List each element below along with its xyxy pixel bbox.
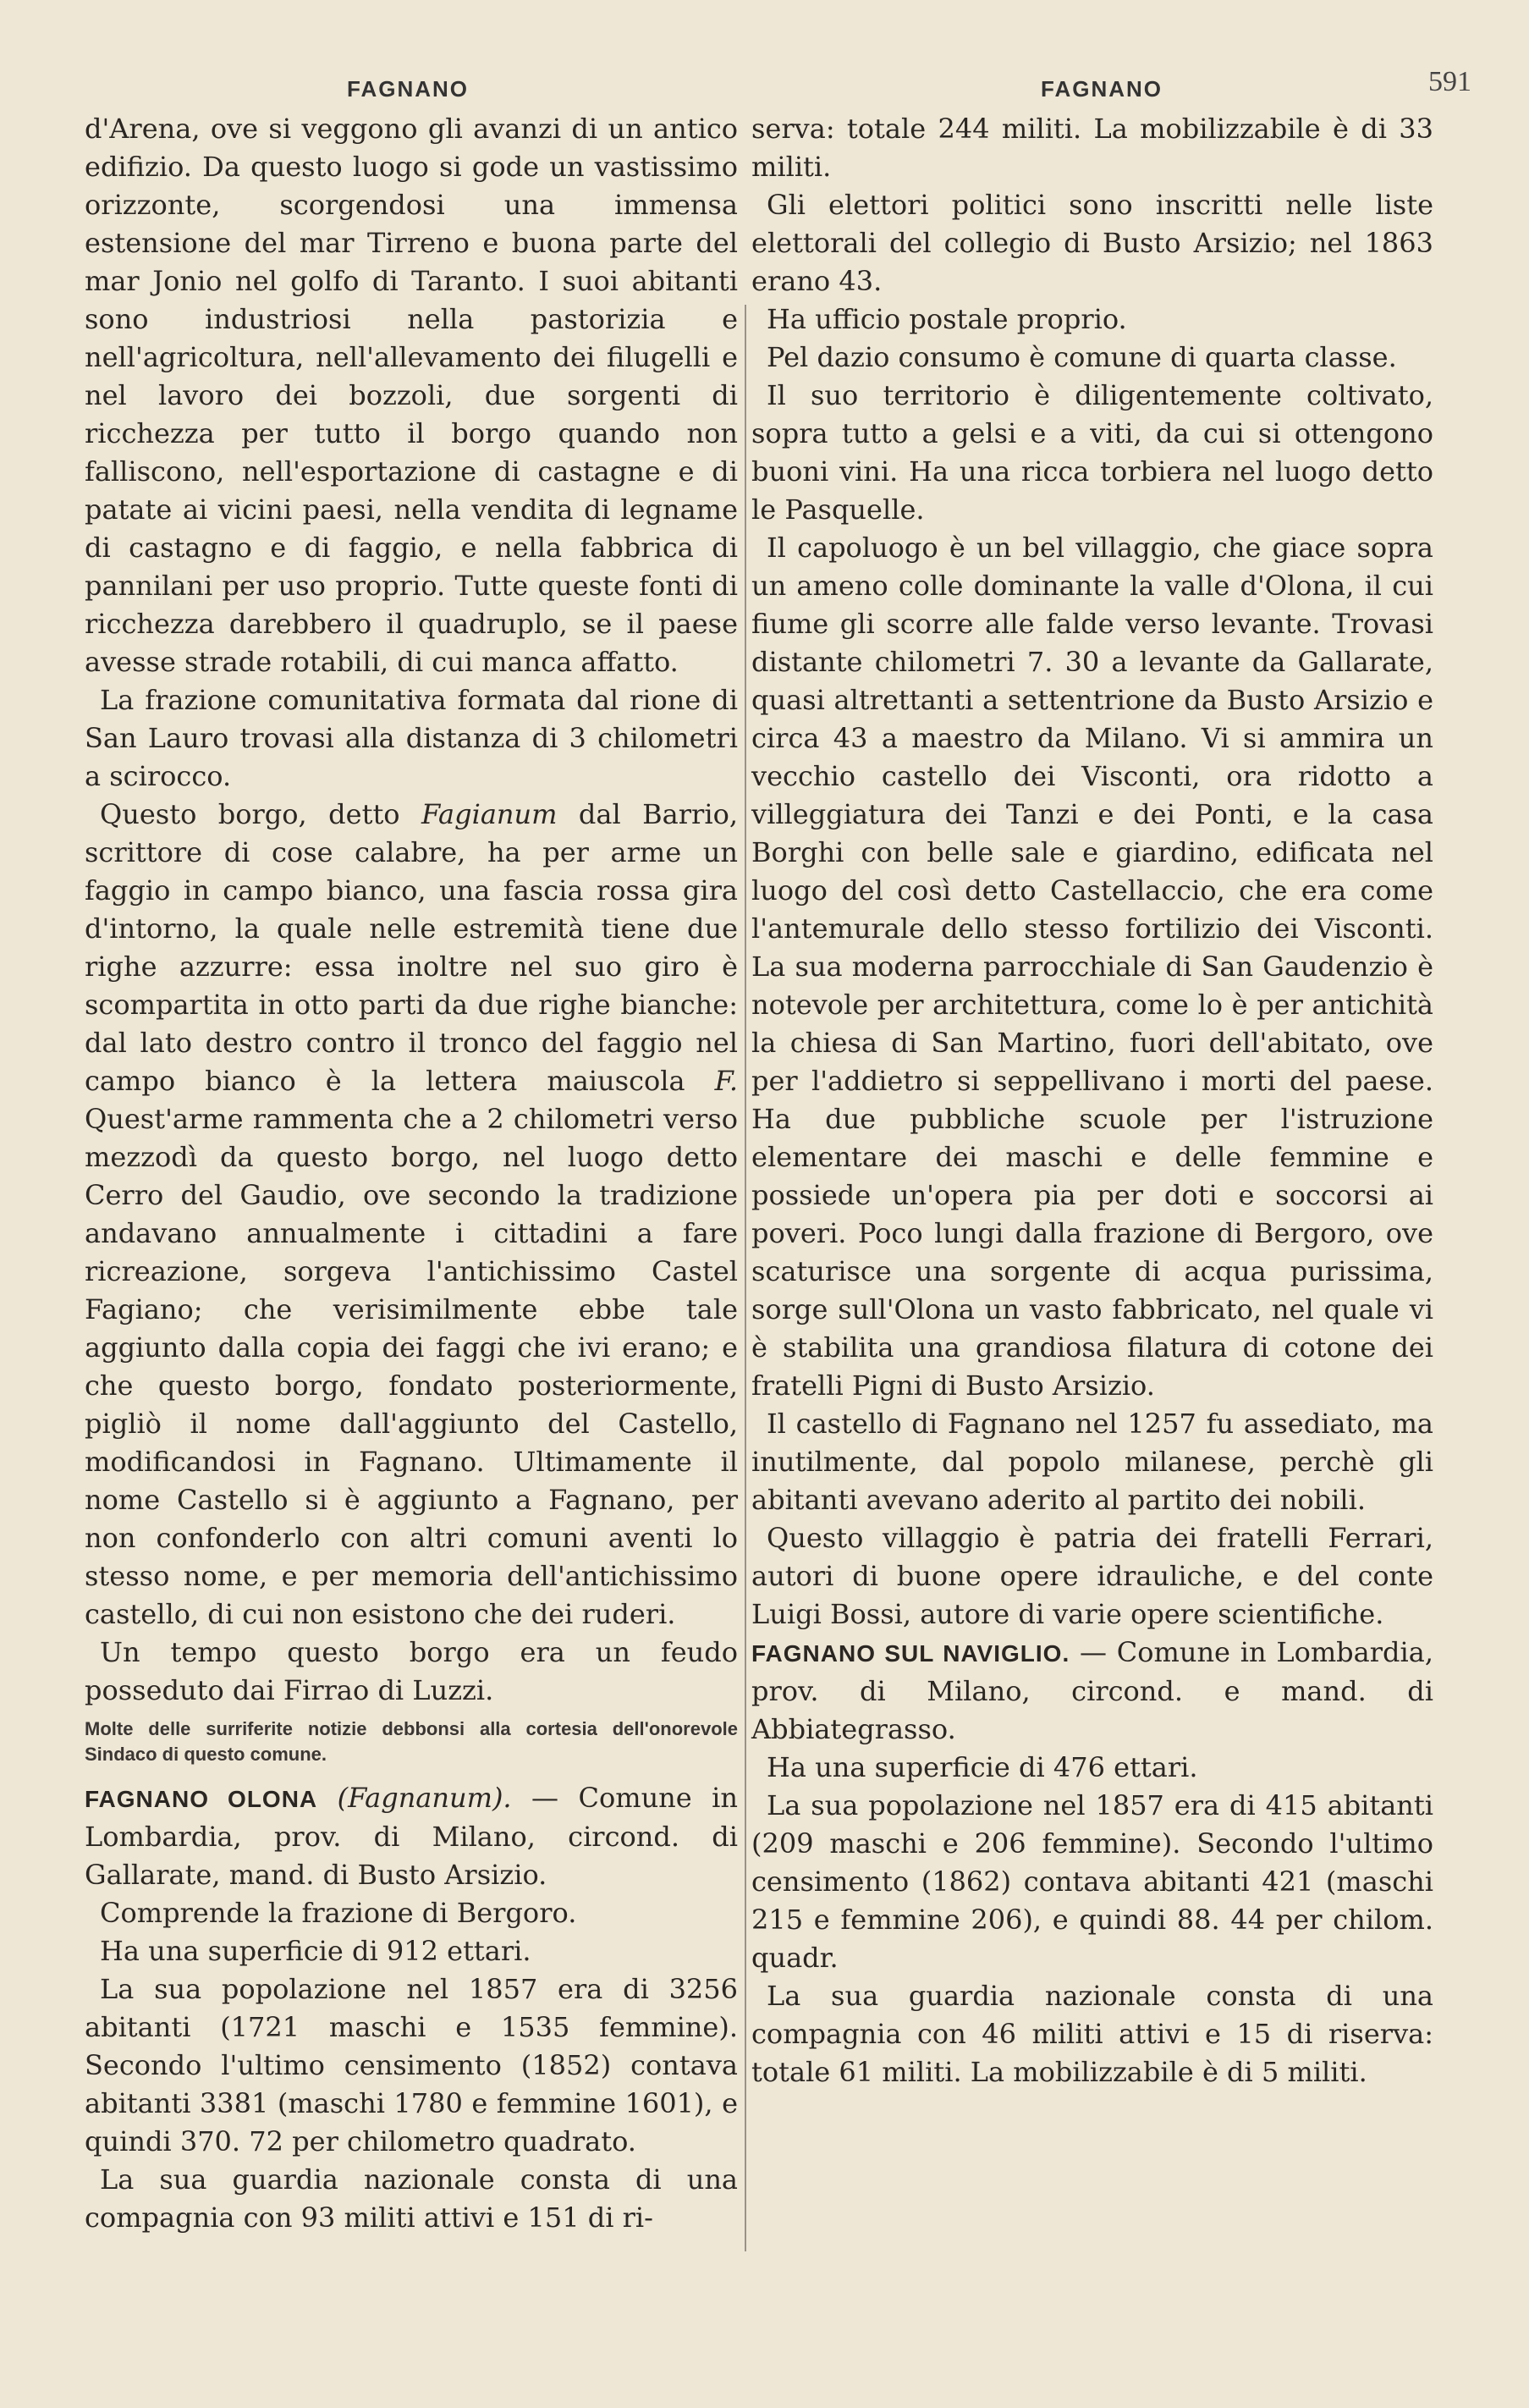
- paragraph: Il castello di Fagnano nel 1257 fu assediato, ma inutilmente, dal popolo milanese, perchè gli abitanti avevano aderito al partito dei nobili.: [751, 1408, 1433, 1516]
- text-run: dal Barrio, scrittore di cose calabre, ha per arme un faggio in campo bianco, una fascia rossa gira d'intorno, la quale nelle estremità tiene due righe azzurre: essa inoltre nel suo giro è scompartita in otto parti da due righe bianche: dal lato destro contro il tronco del faggio nel campo bianco è la lettera maiuscola: [85, 798, 739, 1097]
- page-number: 591: [1428, 66, 1471, 97]
- entry-title: FAGNANO SUL NAVIGLIO.: [751, 1640, 1070, 1667]
- italic-term: Fagianum: [421, 798, 558, 830]
- paragraph: Gli elettori politici sono inscritti nelle liste elettorali del collegio di Busto Arsizio; nel 1863 erano 43.: [751, 189, 1433, 297]
- text-run: Questo borgo, detto: [100, 798, 422, 830]
- entry-heading-fagnano-sul-naviglio: [751, 1634, 1433, 1749]
- paragraph: La sua guardia nazionale consta di una compagnia con 93 militi attivi e 151 di ri-: [85, 2163, 738, 2234]
- paragraph: La frazione comunitativa formata dal rione di San Lauro trovasi alla distanza di 3 chilometri a scirocco.: [85, 684, 738, 792]
- paragraph: La sua popolazione nel 1857 era di 415 abitanti (209 maschi e 206 femmine). Secondo l'ultimo censimento (1862) contava abitanti 421 (maschi 215 e femmine 206), e quindi 88. 44 per chilom. quadr.: [751, 1789, 1433, 1974]
- italic-letter: F.: [714, 1065, 738, 1097]
- footnote: Molte delle surriferite notizie debbonsi alla cortesia dell'onorevole Sindaco di questo comune.: [85, 1718, 738, 1765]
- entry-title: FAGNANO OLONA: [85, 1786, 318, 1812]
- paragraph: Il suo territorio è diligentemente coltivato, sopra tutto a gelsi e a viti, da cui si ottengono buoni vini. Ha una ricca torbiera nel luogo detto le Pasquelle.: [751, 379, 1433, 526]
- paragraph: d'Arena, ove si veggono gli avanzi di un antico edifizio. Da questo luogo si gode un vastissimo orizzonte, scorgendosi una immensa estensione del mar Tirreno e buona parte del mar Jonio nel golfo di Taranto. I suoi abitanti sono industriosi nella pastorizia e nell'agricoltura, nell'allevamento dei filugelli e nel lavoro dei bozzoli, due sorgenti di ricchezza per tutto il borgo quando non falliscono, nell'esportazione di castagne e di patate ai vicini paesi, nella vendita di legname di castagno e di faggio, e nella fabbrica di pannilani per uso proprio. Tutte queste fonti di ricchezza darebbero il quadruplo, se il paese avesse strade rotabili, di cui manca affatto.: [85, 113, 738, 678]
- paragraph: Un tempo questo borgo era un feudo posseduto dai Firrao di Luzzi.: [85, 1636, 738, 1706]
- paragraph: Ha una superficie di 476 ettari.: [767, 1751, 1198, 1783]
- paragraph: Questo villaggio è patria dei fratelli Ferrari, autori di buone opere idrauliche, e del conte Luigi Bossi, autore di varie opere scientifiche.: [751, 1522, 1433, 1630]
- paragraph: Il capoluogo è un bel villaggio, che giace sopra un ameno colle dominante la valle d'Olona, il cui fiume gli scorre alle falde verso levante. Trovasi distante chilometri 7. 30 a levante da Gallarate, quasi altrettanti a settentrione da Busto Arsizio e circa 43 a maestro da Milano. Vi si ammira un vecchio castello dei Visconti, ora ridotto a villeggiatura dei Tanzi e dei Ponti, e la casa Borghi con belle sale e giardino, edificata nel luogo del così detto Castellaccio, che era come l'antemurale dello stesso fortilizio dei Visconti. La sua moderna parrocchiale di San Gaudenzio è notevole per architettura, come lo è per antichità la chiesa di San Martino, fuori dell'abitato, ove per l'addietro si seppellivano i morti del paese. Ha due pubbliche scuole per l'istruzione elementare dei maschi e delle femmine e possiede un'opera pia per doti e soccorsi ai poveri. Poco lungi dalla frazione di Bergoro, ove scaturisce una sorgente di acqua purissima, sorge sull'Olona un vasto fabbricato, nel quale vi è stabilita una grandiosa filatura di cotone dei fratelli Pigni di Busto Arsizio.: [751, 532, 1433, 1402]
- column-divider: [745, 305, 746, 2251]
- entry-heading-fagnano-olona: [85, 1779, 738, 1894]
- left-column: [85, 110, 738, 2237]
- paragraph: Ha ufficio postale proprio.: [767, 303, 1127, 335]
- right-column: [751, 110, 1433, 2091]
- entry-description: — Comune in Lombardia, prov. di Milano, circond. e mand. di Abbiategrasso.: [751, 1636, 1434, 1745]
- running-header-left: FAGNANO: [347, 76, 469, 102]
- paragraph: Ha una superficie di 912 ettari.: [100, 1935, 531, 1967]
- paragraph: La sua guardia nazionale consta di una compagnia con 46 militi attivi e 15 di riserva: totale 61 militi. La mobilizzabile è di 5 militi.: [751, 1980, 1433, 2088]
- text-run: Quest'arme rammenta che a 2 chilometri verso mezzodì da questo borgo, nel luogo detto Cerro del Gaudio, ove secondo la tradizione andavano annualmente i cittadini a fare ricreazione, sorgeva l'antichissimo Castel Fagiano; che verisimilmente ebbe tale aggiunto dalla copia dei faggi che ivi erano; e che questo borgo, fondato posteriormente, pigliò il nome dall'aggiunto del Castello, modificandosi in Fagnano. Ultimamente il nome Castello si è aggiunto a Fagnano, per non confonderlo con altri comuni aventi lo stesso nome, e per memoria dell'antichissimo castello, di cui non esistono che dei ruderi.: [85, 1103, 738, 1630]
- paragraph: serva: totale 244 militi. La mobilizzabile è di 33 militi.: [751, 113, 1433, 183]
- paragraph: La sua popolazione nel 1857 era di 3256 abitanti (1721 maschi e 1535 femmine). Secondo l'ultimo censimento (1852) contava abitanti 3381 (maschi 1780 e femmine 1601), e quindi 370. 72 per chilometro quadrato.: [85, 1973, 738, 2157]
- entry-description: — Comune in Lombardia, prov. di Milano, circond. di Gallarate, mand. di Busto Arsizio.: [85, 1782, 739, 1891]
- running-header-right: FAGNANO: [1041, 76, 1163, 102]
- entry-latin-name: (Fagnanum).: [337, 1782, 512, 1814]
- paragraph: Pel dazio consumo è comune di quarta classe.: [767, 341, 1397, 373]
- paragraph: [85, 796, 738, 1634]
- paragraph: Comprende la frazione di Bergoro.: [100, 1897, 577, 1929]
